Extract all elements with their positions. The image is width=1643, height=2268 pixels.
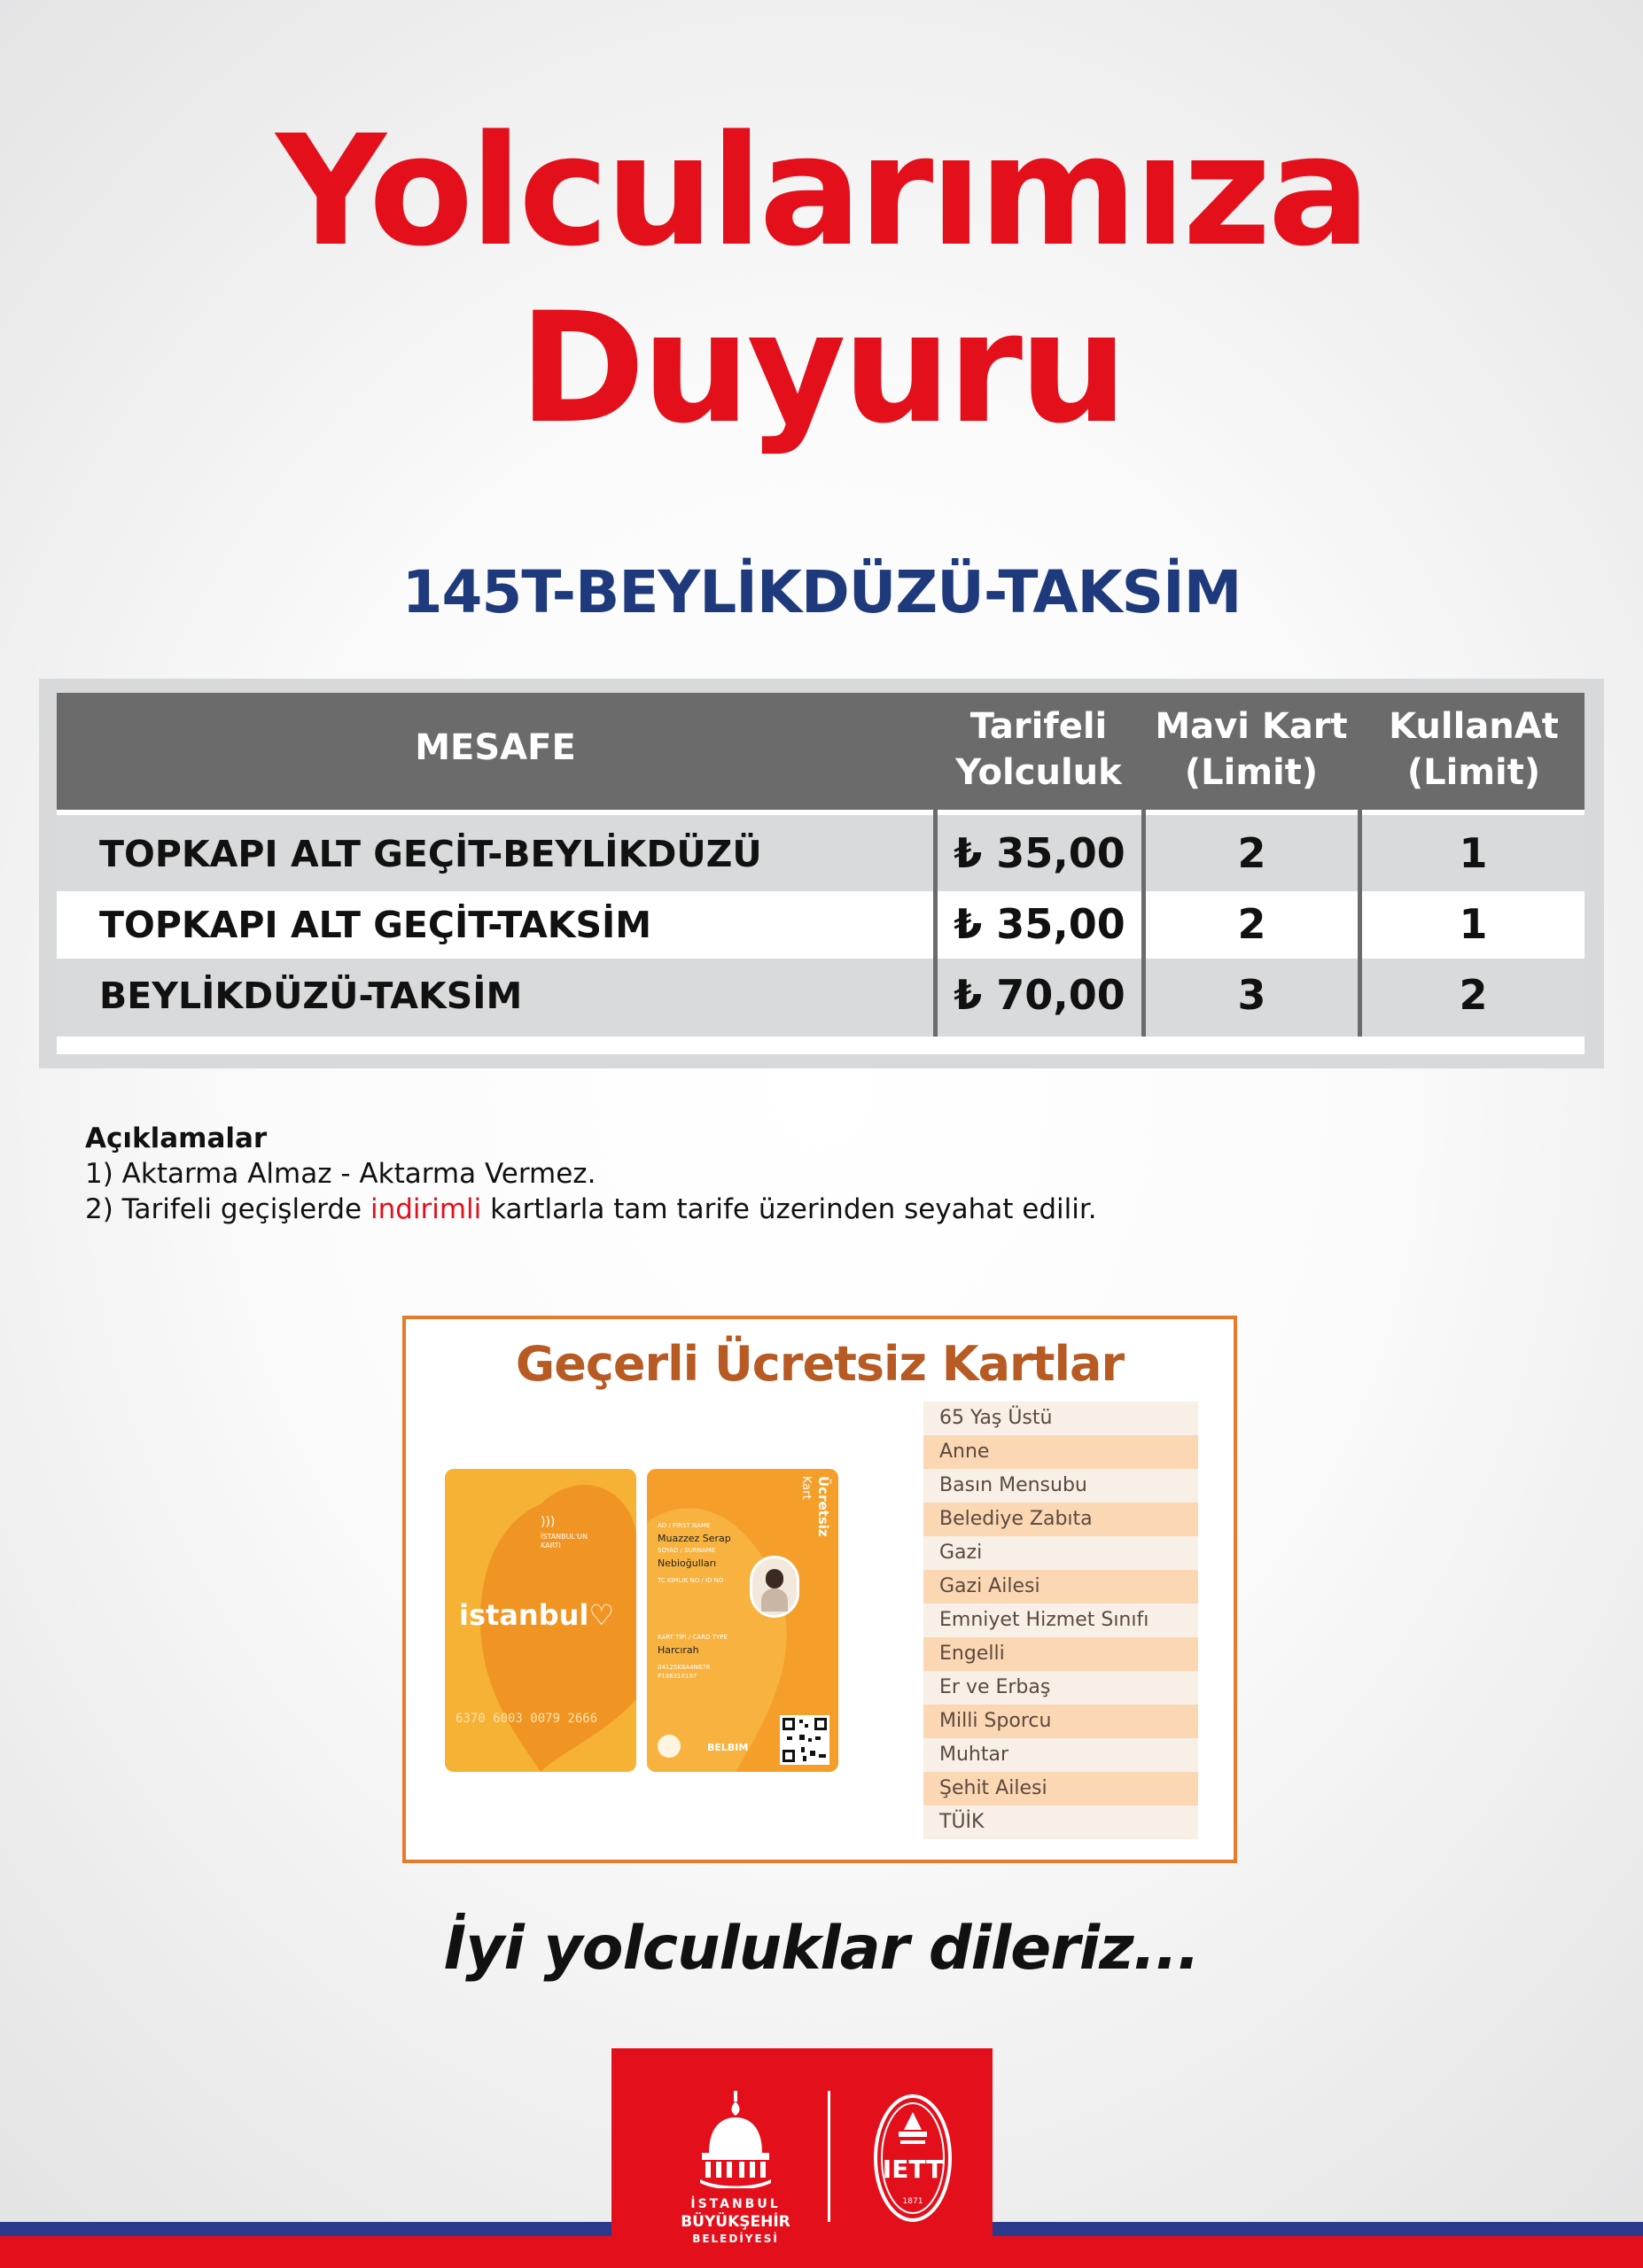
- list-item: 65 Yaş Üstü: [923, 1402, 1198, 1435]
- ibb-name-line: BÜYÜKŞEHİR: [681, 2213, 790, 2231]
- list-item: Milli Sporcu: [923, 1705, 1198, 1738]
- ibb-emblem-icon: [647, 2091, 824, 2188]
- list-item: Gazi Ailesi: [923, 1570, 1198, 1604]
- free-cards-title: Geçerli Ücretsiz Kartlar: [515, 1336, 1125, 1392]
- notes-heading: Açıklamalar: [85, 1122, 268, 1154]
- header-fare: Tarifeli Yolculuk: [955, 706, 1122, 793]
- istanbul-brand: istanbul♡: [459, 1598, 615, 1632]
- ibb-name-line: BELEDİYESİ: [692, 2233, 779, 2245]
- list-item: Er ve Erbaş: [923, 1671, 1198, 1705]
- list-item: Basın Mensubu: [923, 1469, 1198, 1503]
- row-fare: ₺ 70,00: [954, 971, 1125, 1019]
- divider: [57, 810, 1585, 815]
- type-label: KART TİPİ / CARD TYPE: [658, 1634, 728, 1641]
- header-mavi-kart: Mavi Kart (Limit): [1155, 706, 1348, 793]
- holder-surname: Nebioğulları: [658, 1557, 717, 1569]
- notes: [85, 1121, 1097, 1227]
- id-label: TC KIMLIK NO / ID NO: [658, 1577, 724, 1584]
- card-vertical-title: Ücretsiz: [815, 1476, 831, 1537]
- note-item-1: 1) Aktarma Almaz - Aktarma Vermez.: [85, 1158, 596, 1190]
- list-item: TÜİK: [923, 1806, 1198, 1839]
- belbim-logo: BELBIM: [707, 1742, 749, 1753]
- row-distance: TOPKAPI ALT GEÇİT-BEYLİKDÜZÜ: [99, 833, 762, 875]
- card-vertical-sub: Kart: [799, 1476, 813, 1500]
- istanbulkart-card: [445, 1469, 636, 1772]
- row-distance: TOPKAPI ALT GEÇİT-TAKSİM: [99, 904, 652, 946]
- iett-text: IETT: [882, 2155, 944, 2184]
- card-code: 04125K6A4N678: [658, 1664, 711, 1671]
- ibb-name-line: İSTANBUL: [690, 2197, 781, 2211]
- surname-label: SOYAD / SURNAME: [658, 1547, 716, 1554]
- ibb-logo: [647, 2091, 824, 2259]
- list-item: Engelli: [923, 1637, 1198, 1671]
- free-id-card: [647, 1469, 838, 1772]
- photo-avatar: [750, 1556, 799, 1618]
- list-item: Şehit Ailesi: [923, 1772, 1198, 1806]
- iett-year: 1871: [902, 2197, 923, 2206]
- route-heading: 145T-BEYLİKDÜZÜ-TAKSİM: [401, 558, 1242, 626]
- row-mavi-limit: 2: [1237, 900, 1266, 948]
- list-item: Gazi: [923, 1536, 1198, 1570]
- header-kullanat: KullanAt (Limit): [1389, 706, 1559, 793]
- contactless-icon: ))): [541, 1515, 556, 1529]
- list-item: Anne: [923, 1435, 1198, 1469]
- header-distance: MESAFE: [415, 727, 576, 768]
- name-label: AD / FIRST NAME: [658, 1522, 711, 1529]
- card-label: KARTI: [541, 1542, 561, 1550]
- row-fare: ₺ 35,00: [954, 829, 1125, 877]
- holder-name: Muazzez Serap: [658, 1533, 731, 1544]
- qr-code-icon: [780, 1715, 829, 1765]
- card-code: P186310197: [658, 1673, 697, 1680]
- title-line-1: Yolcularımıza: [276, 102, 1367, 280]
- row-kullanat-limit: 1: [1459, 900, 1488, 948]
- row-mavi-limit: 3: [1237, 971, 1266, 1019]
- row-distance: BEYLİKDÜZÜ-TAKSİM: [99, 975, 523, 1017]
- title-line-2: Duyuru: [518, 279, 1125, 457]
- list-item: Belediye Zabıta: [923, 1503, 1198, 1536]
- row-kullanat-limit: 1: [1459, 829, 1488, 877]
- card-number: 6370 6003 0079 2666: [456, 1712, 598, 1726]
- farewell-text: İyi yolculuklar dileriz...: [443, 1914, 1200, 1984]
- card-label: İSTANBUL'UN: [541, 1533, 588, 1541]
- logo-divider: [828, 2091, 830, 2222]
- list-item: Emniyet Hizmet Sınıfı: [923, 1604, 1198, 1637]
- card-type: Harcırah: [658, 1644, 699, 1656]
- free-cards-list: [923, 1402, 1198, 1839]
- list-item: Muhtar: [923, 1738, 1198, 1772]
- iett-logo: [872, 2093, 954, 2224]
- ibb-logo-icon: [658, 1735, 681, 1758]
- row-kullanat-limit: 2: [1459, 971, 1488, 1019]
- row-mavi-limit: 2: [1237, 829, 1266, 877]
- note-item-2: 2) Tarifeli geçişlerde indirimli kartlarla tam tarife üzerinden seyahat edilir.: [85, 1193, 1097, 1225]
- row-fare: ₺ 35,00: [954, 900, 1125, 948]
